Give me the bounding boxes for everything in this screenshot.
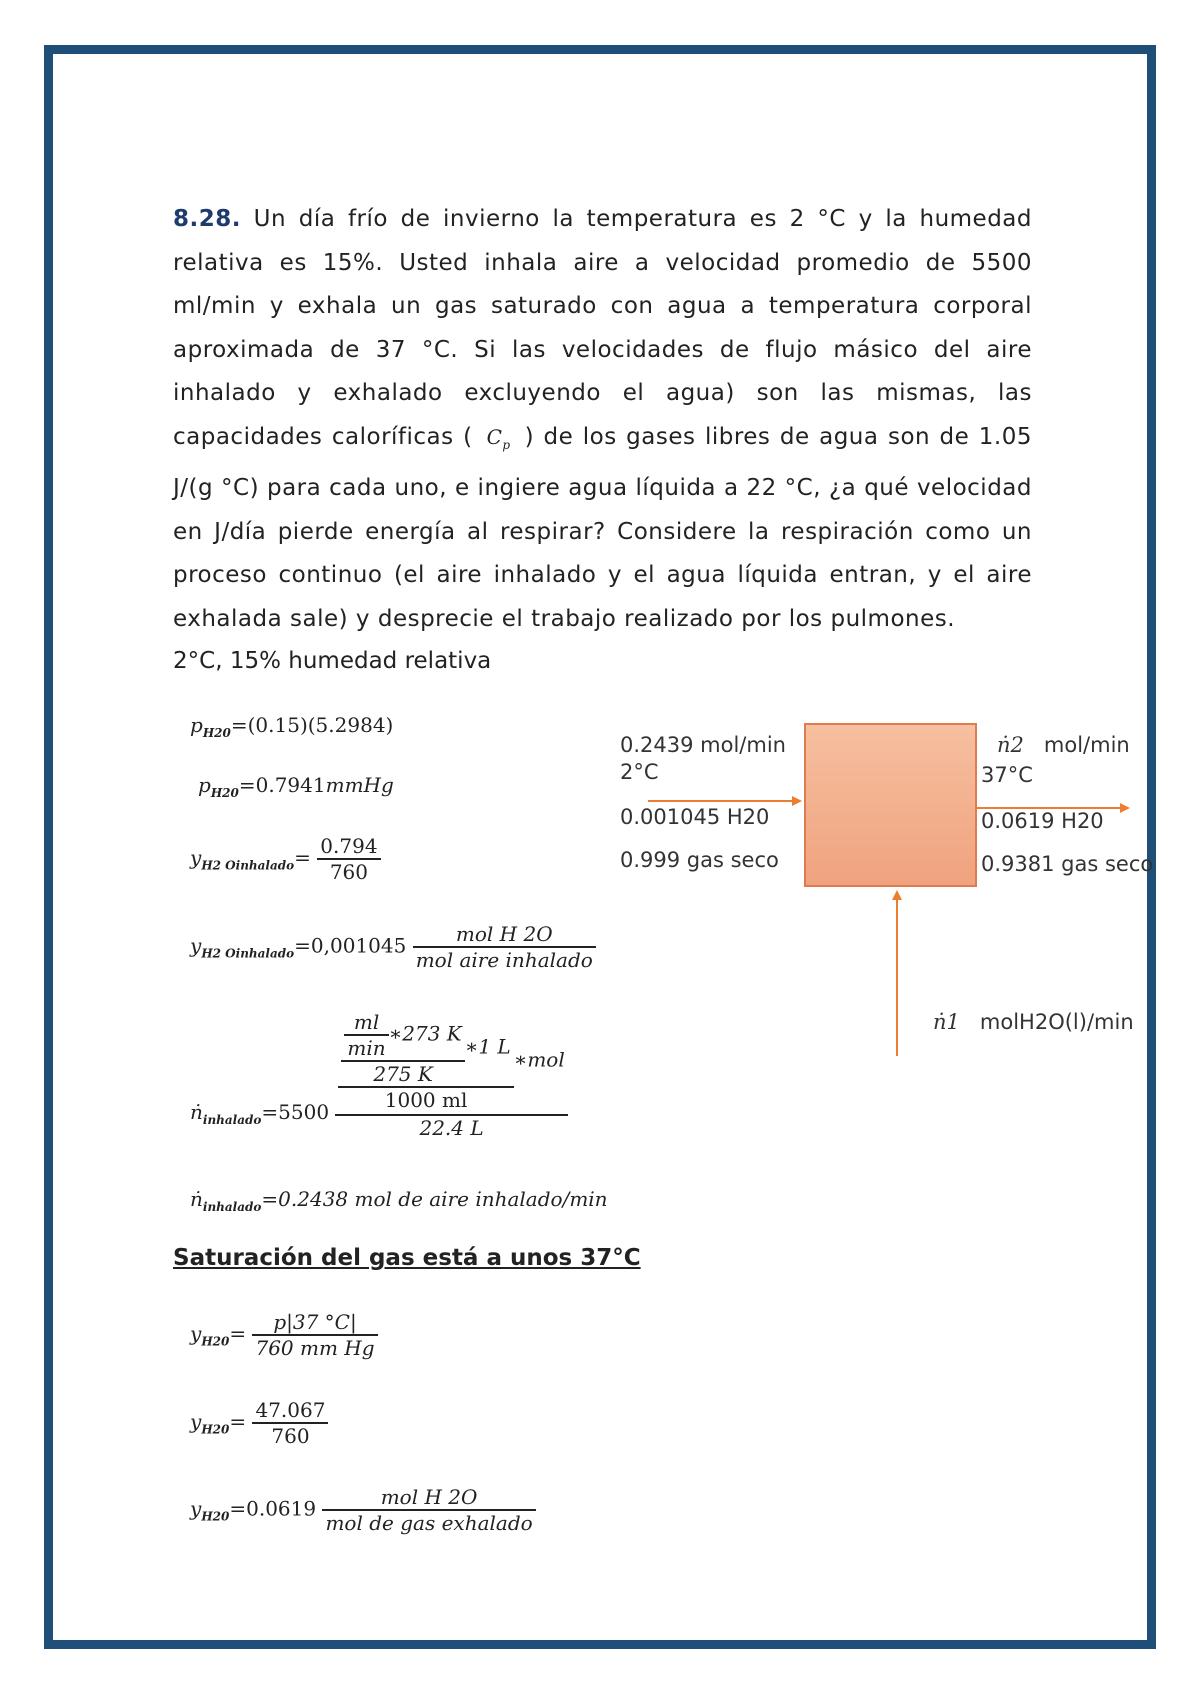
problem-text-part1: Un día frío de invierno la temperatura es 2 °C y la humedad relativa es 15%. Usted inhala aire a velocidad promedio de 5500 ml/min y exhala un gas saturado con agua a temperatura corporal aproximada de 37 °C. Si las velocidades de flujo másico del aire inhalado y exhalado excluyendo el agua) son las mismas, las capacidades caloríficas (: [173, 206, 1032, 450]
equation-y-inhaled: $y_{H2 Oinhalado}=$ $\frac{0.794}{760}$: [190, 834, 381, 884]
section-heading-saturation: Saturación del gas está a unos 37°C: [173, 1245, 641, 1271]
outlet-h2o-label: 0.0619 H20: [981, 809, 1104, 833]
outlet-flow-label: ṅ2 mol/min: [997, 733, 1130, 757]
equation-y-inhaled-result: $y_{H2 Oinhalado}=0,001045$ $\frac{\text{mol H 2O}}{\text{mol aire inhalado}}$: [190, 922, 596, 972]
equation-y-h2o-saturation: $y_{H20}=$ $\frac{p|37 ^\circ C|}{\text{760 mm Hg}}$: [190, 1310, 378, 1360]
section-heading-conditions: 2°C, 15% humedad relativa: [173, 648, 492, 674]
equation-p-h2o: $p_{H20}=(0.15)(5.2984)$: [190, 713, 394, 740]
equation-y-h2o-values: $y_{H20}=$ $\frac{47.067}{760}$: [190, 1398, 328, 1448]
equation-p-h2o-result: $p_{H20}=0.7941mmHg$: [198, 773, 394, 800]
water-inlet-label: ṅ1 molH2O(l)/min: [933, 1010, 1134, 1034]
cp-symbol: $C_p$: [486, 424, 511, 452]
inlet-flow-label: 0.2439 mol/min: [620, 733, 786, 757]
inlet-h2o-label: 0.001045 H20: [620, 805, 770, 829]
outlet-dry-gas-label: 0.9381 gas seco: [981, 852, 1154, 876]
equation-n-inhaled-result: ṅ$_{inhalado}$=0.2438 mol de aire inhalado/min: [190, 1187, 608, 1214]
problem-number: 8.28.: [173, 206, 241, 232]
outlet-temp-label: 37°C: [981, 763, 1033, 787]
equation-y-h2o-result: $y_{H20}=0.0619$ $\frac{\text{mol H 2O}}{\text{mol de gas exhalado}}$: [190, 1485, 536, 1535]
inlet-dry-gas-label: 0.999 gas seco: [620, 848, 779, 872]
problem-text-part2: ) de los gases libres de agua son de 1.05 J/(g °C) para cada uno, e ingiere agua líquida a 22 °C, ¿a qué velocidad en J/día pierde energía al respirar? Considere la respiración como un proceso continuo (el aire inhalado y el agua líquida entran, y el aire exhalada sale) y desprecie el trabajo realizado por los pulmones.: [173, 423, 1032, 632]
process-box: [805, 724, 976, 886]
inlet-temp-label: 2°C: [620, 760, 659, 784]
equation-n-inhaled: ṅ$_{inhalado}$=5500 $\frac{ml}{\min}$ ∗273 K 275 K ∗1 L 1000 ml ∗mol 22.4 L: [190, 1010, 568, 1140]
